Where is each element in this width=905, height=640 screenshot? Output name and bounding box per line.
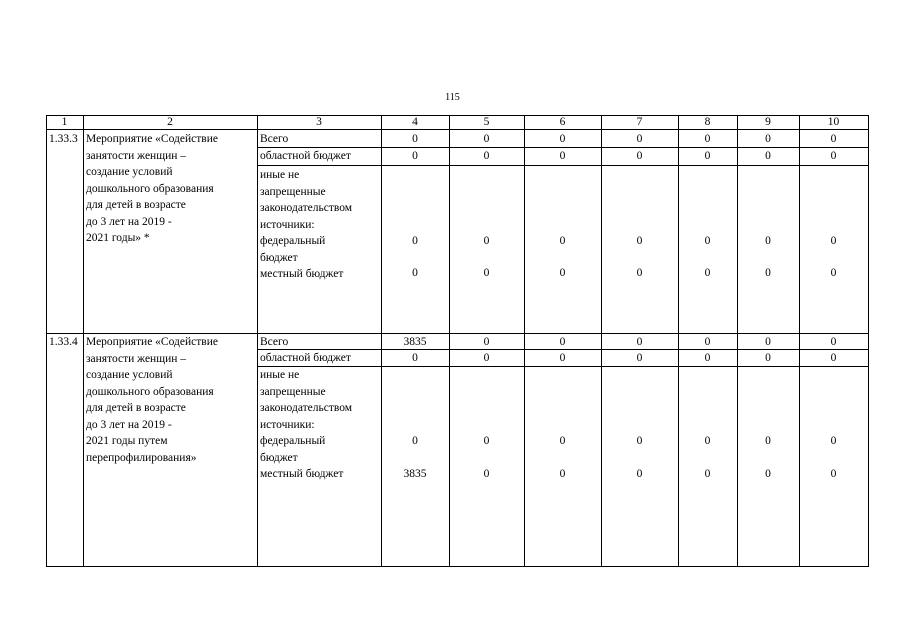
total-label: Всего	[260, 133, 289, 145]
column-header-8: 8	[704, 116, 711, 128]
total-value: 0	[636, 133, 643, 145]
row-id: 1.33.4	[49, 336, 78, 348]
federal-value: 0	[765, 235, 771, 247]
local-value: 0	[765, 267, 771, 279]
total-label: Всего	[260, 336, 289, 348]
row-id: 1.33.3	[49, 133, 78, 145]
total-value: 0	[830, 133, 837, 145]
total-value: 0	[704, 336, 711, 348]
column-header-4: 4	[412, 116, 418, 128]
local-value: 3835	[403, 468, 427, 480]
column-header-2: 2	[167, 116, 173, 128]
total-value: 0	[830, 336, 837, 348]
federal-value: 0	[412, 235, 418, 247]
regional-value: 0	[636, 150, 643, 162]
local-value: 0	[704, 267, 711, 279]
total-value: 0	[559, 133, 566, 145]
page-number: 115	[445, 92, 460, 103]
total-value: 0	[483, 336, 490, 348]
column-header-1: 1	[61, 116, 68, 128]
column-header-3: 3	[316, 116, 322, 128]
regional-value: 0	[704, 352, 711, 364]
total-value: 0	[765, 336, 771, 348]
federal-value: 0	[559, 235, 566, 247]
other-sources-label: иные не запрещенные законодательством источники: федеральный бюджет местный бюджет	[260, 369, 353, 480]
federal-value: 0	[830, 435, 837, 447]
federal-value: 0	[483, 435, 490, 447]
local-value: 0	[830, 468, 837, 480]
total-value: 0	[483, 133, 490, 145]
federal-value: 0	[704, 435, 711, 447]
column-header-9: 9	[765, 116, 771, 128]
regional-value: 0	[412, 150, 418, 162]
federal-value: 0	[765, 435, 771, 447]
federal-value: 0	[483, 235, 490, 247]
table-rule	[868, 115, 869, 567]
federal-value: 0	[636, 435, 643, 447]
regional-value: 0	[559, 352, 566, 364]
local-value: 0	[830, 267, 837, 279]
regional-value: 0	[704, 150, 711, 162]
total-value: 0	[704, 133, 711, 145]
table-rule	[257, 165, 869, 166]
federal-value: 0	[412, 435, 418, 447]
regional-value: 0	[412, 352, 418, 364]
local-value: 0	[704, 468, 711, 480]
local-value: 0	[636, 468, 643, 480]
column-header-10: 10	[827, 116, 840, 128]
local-value: 0	[559, 468, 566, 480]
regional-value: 0	[559, 150, 566, 162]
table-rule	[46, 129, 869, 130]
federal-value: 0	[830, 235, 837, 247]
other-sources-label: иные не запрещенные законодательством источники: федеральный бюджет местный бюджет	[260, 169, 353, 280]
local-value: 0	[765, 468, 771, 480]
local-value: 0	[483, 468, 490, 480]
regional-value: 0	[483, 150, 490, 162]
federal-value: 0	[636, 235, 643, 247]
regional-value: 0	[483, 352, 490, 364]
federal-value: 0	[559, 435, 566, 447]
regional-value: 0	[830, 352, 837, 364]
regional-label: областной бюджет	[260, 150, 351, 162]
row-description: Мероприятие «Содействие занятости женщин – создание условий дошкольного образования для детей в возрасте до 3 лет на 2019 - 2021 годы путем перепрофилирования»	[86, 336, 218, 464]
regional-value: 0	[765, 150, 771, 162]
local-value: 0	[559, 267, 566, 279]
regional-value: 0	[765, 352, 771, 364]
total-value: 3835	[403, 336, 427, 348]
local-value: 0	[412, 267, 418, 279]
local-value: 0	[636, 267, 643, 279]
regional-value: 0	[636, 352, 643, 364]
local-value: 0	[483, 267, 490, 279]
total-value: 0	[412, 133, 418, 145]
column-header-5: 5	[483, 116, 490, 128]
total-value: 0	[559, 336, 566, 348]
row-description: Мероприятие «Содействие занятости женщин – создание условий дошкольного образования для детей в возрасте до 3 лет на 2019 - 2021 годы» *	[86, 133, 218, 244]
table-rule	[46, 566, 869, 567]
regional-value: 0	[830, 150, 837, 162]
column-header-7: 7	[636, 116, 643, 128]
column-header-6: 6	[559, 116, 566, 128]
total-value: 0	[636, 336, 643, 348]
regional-label: областной бюджет	[260, 352, 351, 364]
total-value: 0	[765, 133, 771, 145]
federal-value: 0	[704, 235, 711, 247]
